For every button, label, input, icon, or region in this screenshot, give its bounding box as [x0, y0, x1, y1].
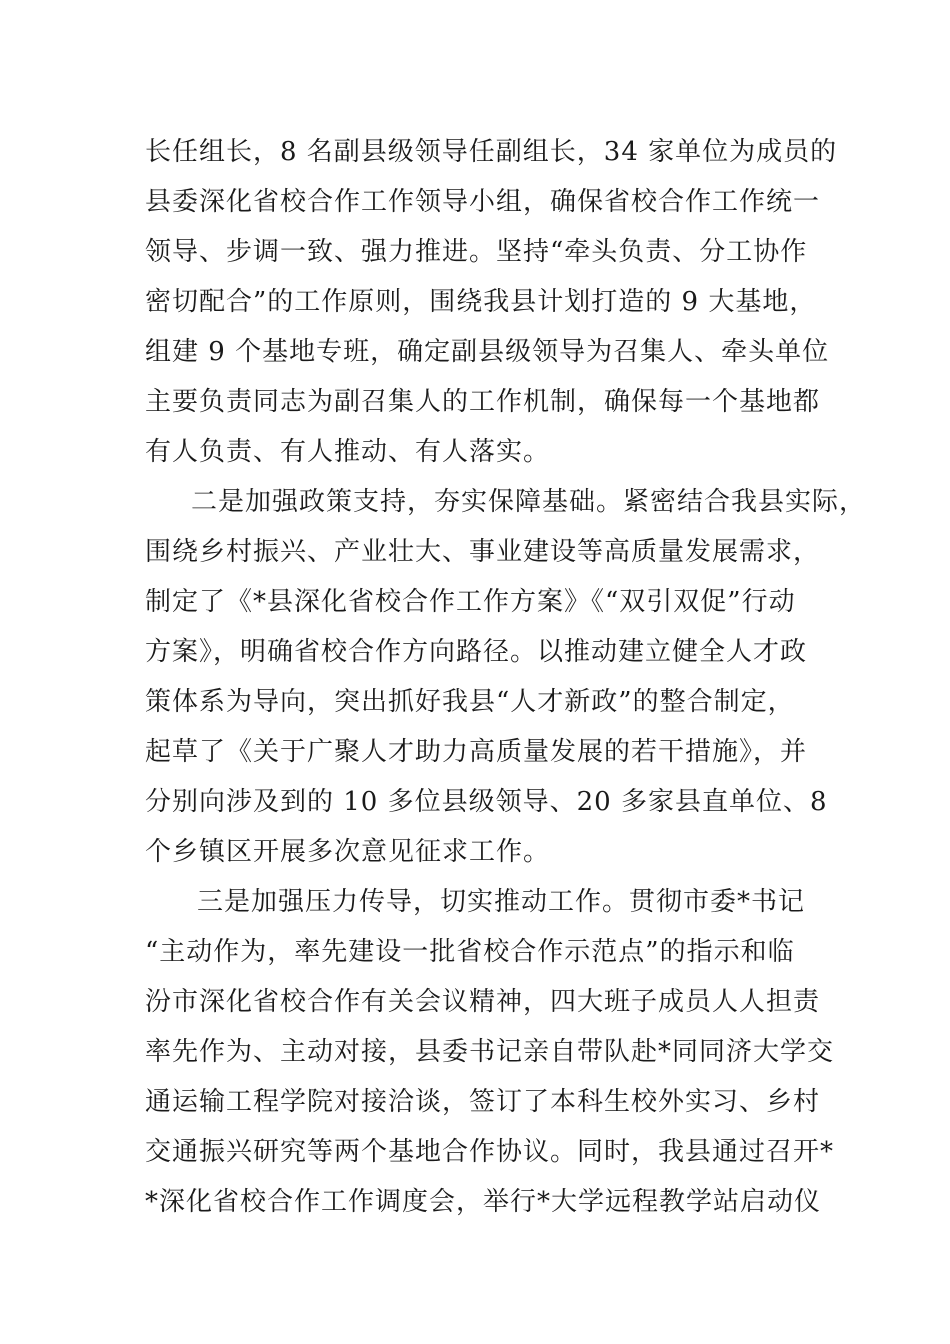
- text-line: 领导、步调一致、强力推进。坚持“牵头负责、分工协作: [145, 237, 808, 267]
- text-line: 交通振兴研究等两个基地合作协议。同时，我县通过召开*: [145, 1137, 835, 1167]
- paragraph-start-line: 二是加强政策支持，夯实保障基础。紧密结合我县实际，: [191, 487, 867, 517]
- text-line: 方案》，明确省校合作方向路径。以推动建立健全人才政: [145, 637, 808, 667]
- text-line: *深化省校合作工作调度会，举行*大学远程教学站启动仪: [145, 1187, 822, 1217]
- text-line: 率先作为、主动对接，县委书记亲自带队赴*同同济大学交: [145, 1037, 835, 1067]
- text-line: 个乡镇区开展多次意见征求工作。: [145, 837, 551, 867]
- text-line: 县委深化省校合作工作领导小组，确保省校合作工作统一: [145, 187, 821, 217]
- text-line: 策体系为导向，突出抓好我县“人才新政”的整合制定，: [145, 687, 795, 717]
- text-line: 主要负责同志为副召集人的工作机制，确保每一个基地都: [145, 387, 821, 417]
- text-line: 有人负责、有人推动、有人落实。: [145, 437, 551, 467]
- text-line: 长任组长，8 名副县级领导任副组长，34 家单位为成员的: [145, 137, 838, 167]
- text-line: 通运输工程学院对接洽谈，签订了本科生校外实习、乡村: [145, 1087, 821, 1117]
- text-line: 分别向涉及到的 10 多位县级领导、20 多家县直单位、8: [145, 787, 828, 817]
- paragraph-start-line: 三是加强压力传导，切实推动工作。贯彻市委*书记: [197, 887, 806, 917]
- text-line: “主动作为，率先建设一批省校合作示范点”的指示和临: [145, 937, 795, 967]
- document-body: [145, 127, 867, 1227]
- text-line: 汾市深化省校合作有关会议精神，四大班子成员人人担责: [145, 987, 821, 1017]
- text-line: 密切配合”的工作原则，围绕我县计划打造的 9 大基地，: [145, 287, 817, 317]
- text-line: 围绕乡村振兴、产业壮大、事业建设等高质量发展需求，: [145, 537, 821, 567]
- text-line: 制定了《*县深化省校合作工作方案》《“双引双促”行动: [145, 587, 796, 617]
- text-line: 起草了《关于广聚人才助力高质量发展的若干措施》，并: [145, 737, 808, 767]
- text-line: 组建 9 个基地专班，确定副县级领导为召集人、牵头单位: [145, 337, 830, 367]
